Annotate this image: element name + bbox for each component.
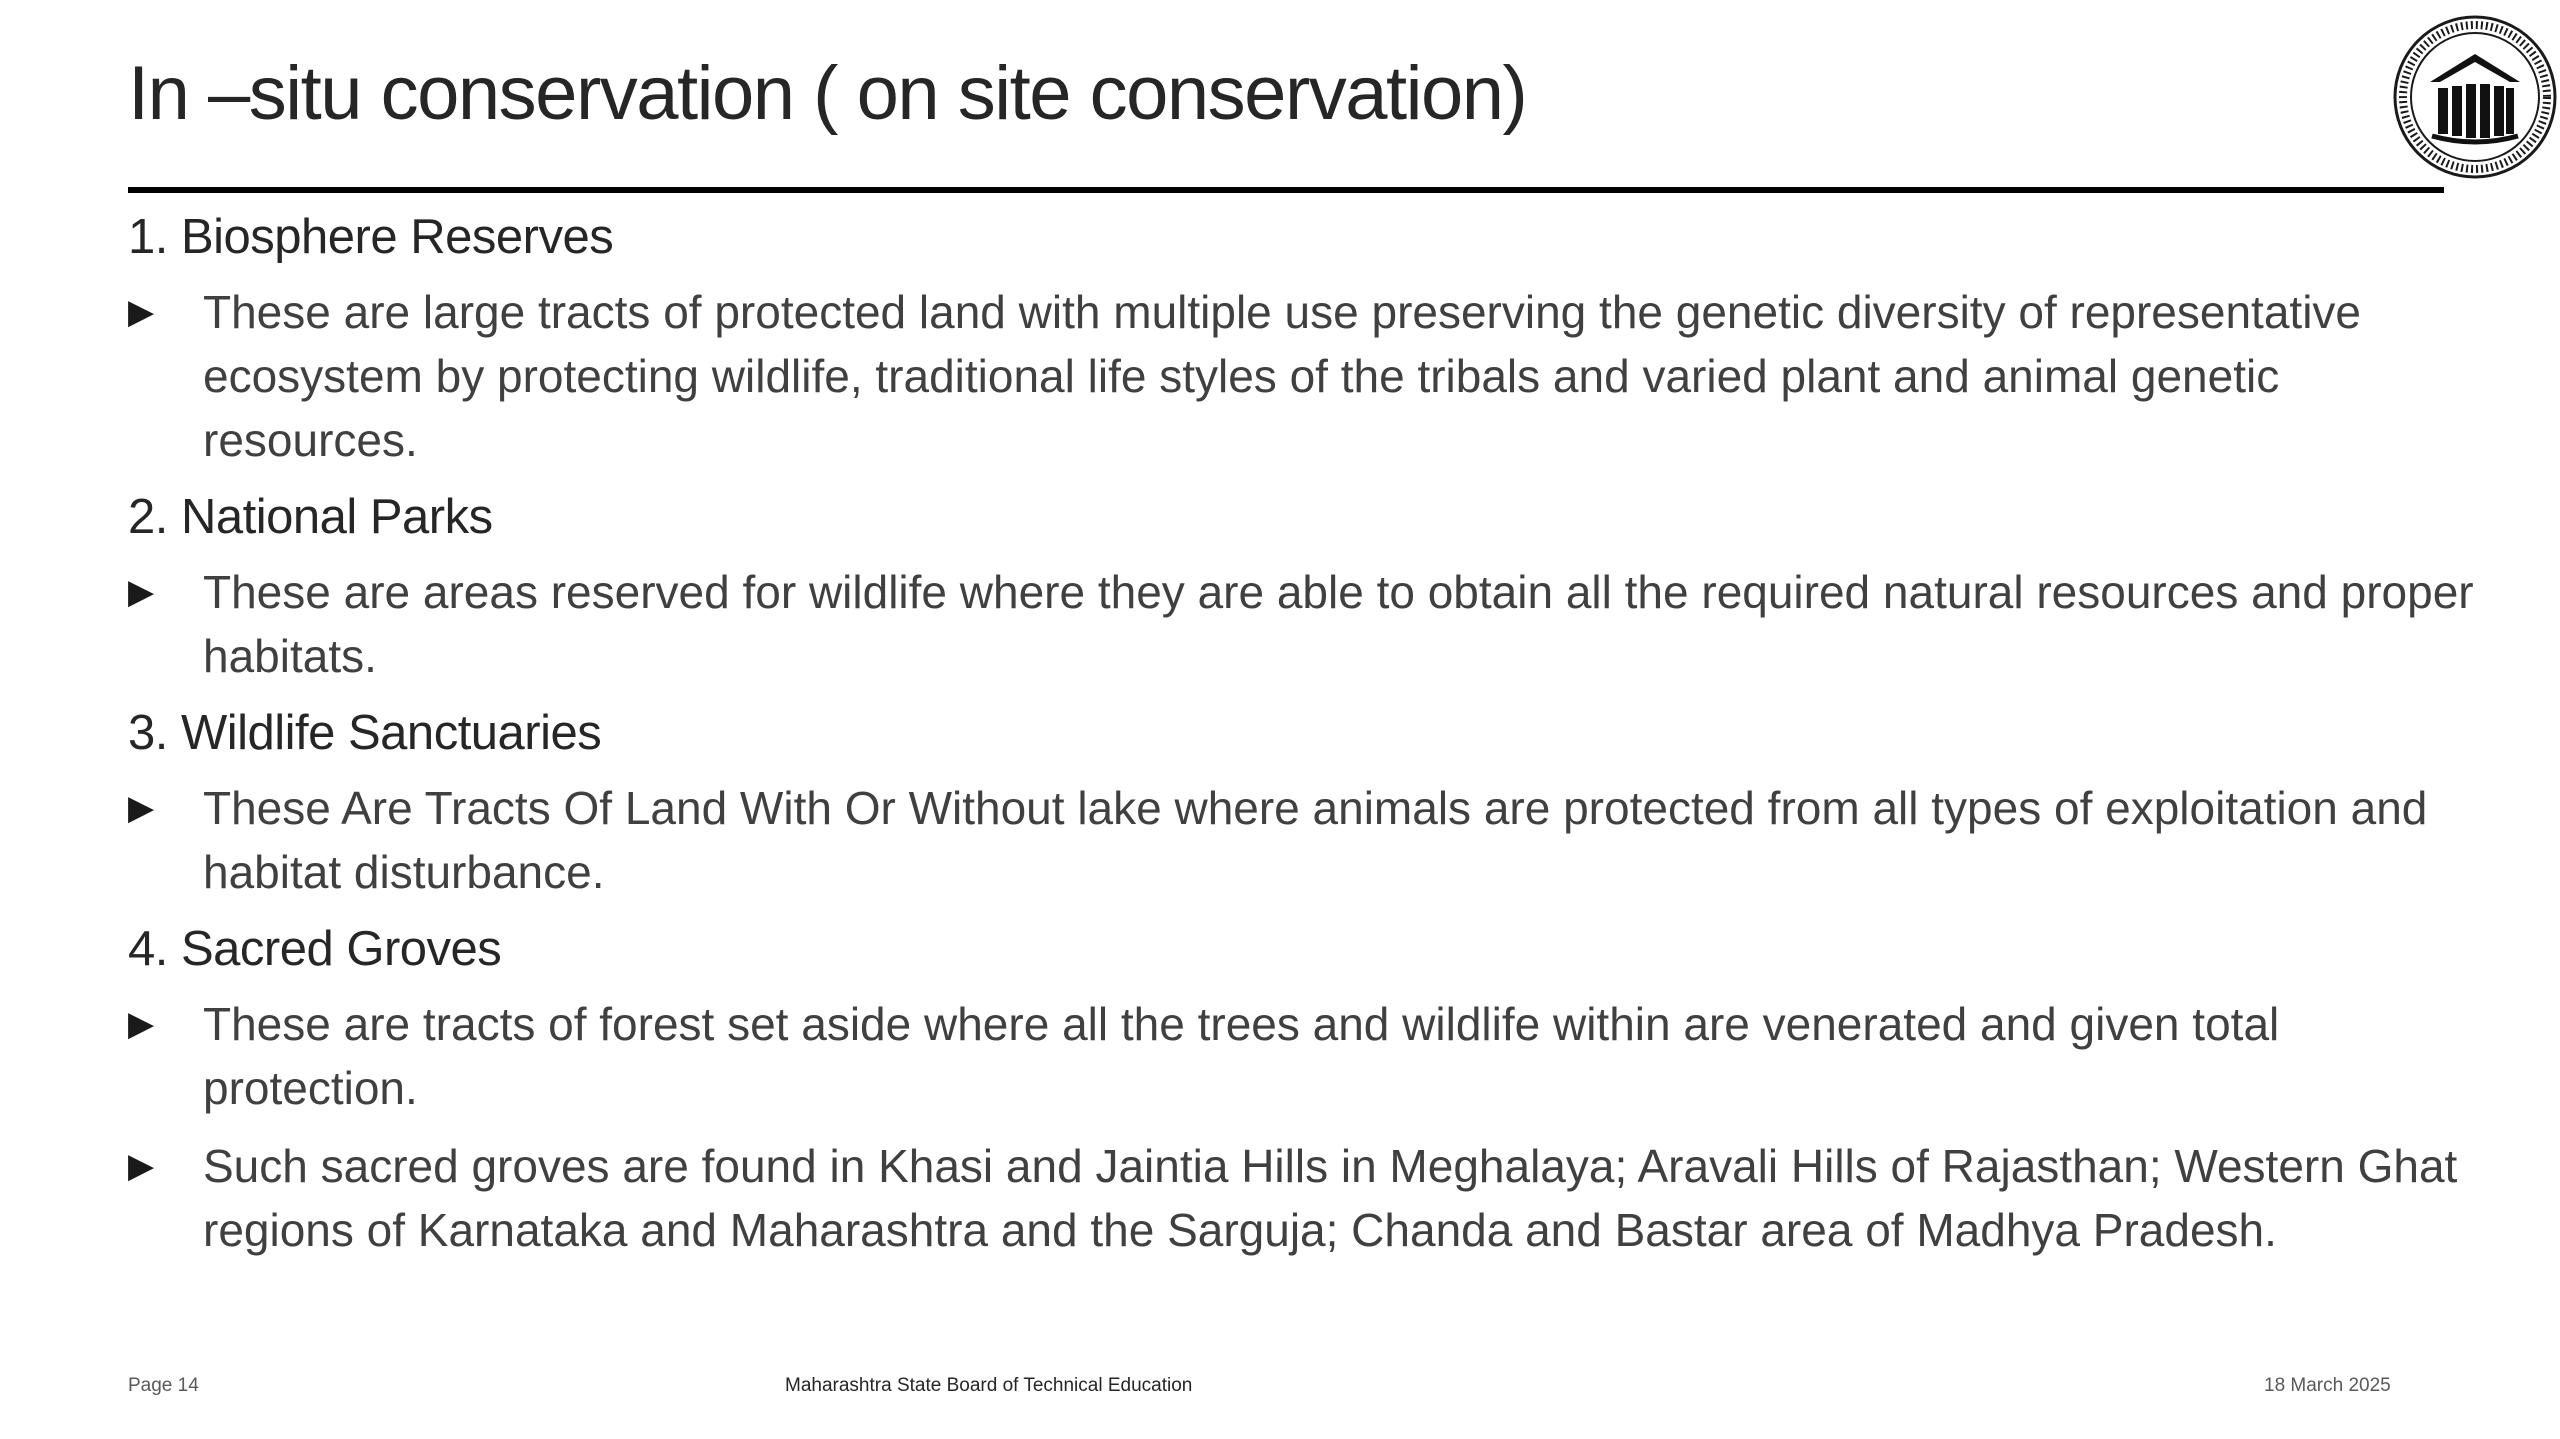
- bullet-text: These are areas reserved for wildlife where they are able to obtain all the required natural resources and proper habitats.: [203, 566, 2474, 682]
- slide-body: [128, 206, 2498, 1276]
- section-sacred-groves: [128, 918, 2498, 1262]
- bullet-text: These are large tracts of protected land with multiple use preserving the genetic diversity of representative ecosystem by protecting wildlife, traditional life styles of the tribals and varied plant and animal genetic resources.: [203, 286, 2362, 466]
- bullet-text: These are tracts of forest set aside where all the trees and wildlife within are venerated and given total protection.: [203, 998, 2280, 1114]
- section-heading: 2. National Parks: [128, 490, 493, 544]
- bullet-item: [128, 992, 2498, 1120]
- bullet-arrow-icon: ▶: [128, 293, 155, 331]
- bullet-text: Such sacred groves are found in Khasi and Jaintia Hills in Meghalaya; Aravali Hills of Rajasthan; Western Ghat regions of Karnataka and Maharashtra and the Sarguja; Chanda and Bastar area of Madhya Pradesh.: [203, 1140, 2458, 1256]
- section-national-parks: [128, 486, 2498, 688]
- bullet-arrow-icon: ▶: [128, 789, 155, 827]
- section-biosphere-reserves: [128, 206, 2498, 472]
- bullet-arrow-icon: ▶: [128, 573, 155, 611]
- bullet-item: [128, 1134, 2498, 1262]
- section-heading: 1. Biosphere Reserves: [128, 210, 614, 264]
- bullet-text: These Are Tracts Of Land With Or Without lake where animals are protected from all types of exploitation and habitat disturbance.: [203, 782, 2428, 898]
- section-heading: 4. Sacred Groves: [128, 922, 502, 976]
- bullet-item: [128, 776, 2498, 904]
- bullet-item: [128, 560, 2498, 688]
- footer-page-number: Page 14: [128, 1375, 199, 1396]
- slide-title: In –situ conservation ( on site conservation): [128, 51, 1527, 136]
- bullet-arrow-icon: ▶: [128, 1005, 155, 1043]
- footer-date: 18 March 2025: [2264, 1375, 2391, 1396]
- section-wildlife-sanctuaries: [128, 702, 2498, 904]
- title-divider: [128, 187, 2444, 193]
- bullet-arrow-icon: ▶: [128, 1147, 155, 1185]
- section-heading: 3. Wildlife Sanctuaries: [128, 706, 602, 760]
- bullet-item: [128, 280, 2498, 472]
- footer-organization: Maharashtra State Board of Technical Education: [785, 1375, 1193, 1396]
- board-seal-logo-icon: [2392, 14, 2558, 180]
